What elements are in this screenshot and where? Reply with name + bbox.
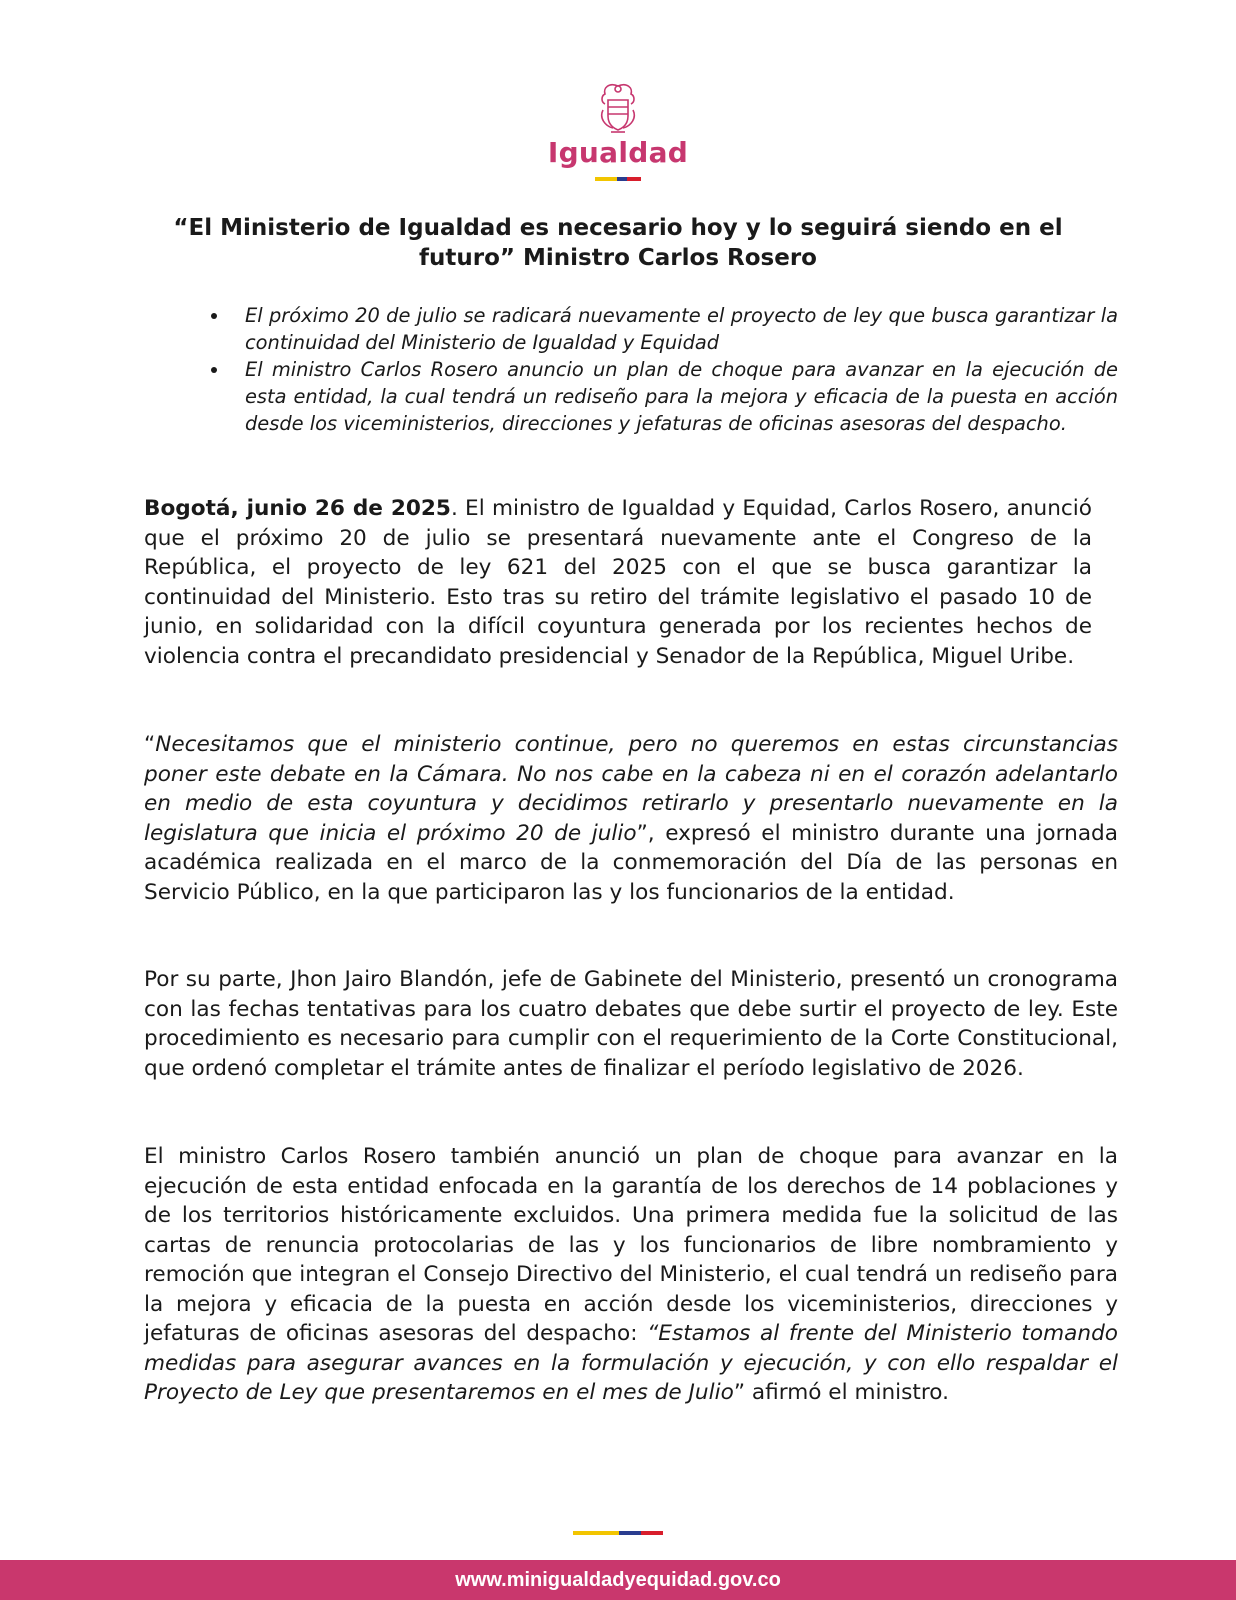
dateline: Bogotá, junio 26 de 2025: [144, 496, 451, 521]
header-logo: [0, 80, 1236, 181]
colombia-coat-of-arms-icon: [595, 80, 641, 134]
minister-quote: Necesitamos que el ministerio continue, pero no queremos en estas circunstancias poner este debate en la Cámara. No nos cabe en la cabeza ni en el corazón adelantarlo en medio de esta coyuntura y decidimos retirarlo y presentarlo nuevamente en la legislatura que inicia el próximo 20 de julio: [144, 732, 1118, 846]
bullet-dot-icon: [211, 313, 217, 319]
bullet-dot-icon: [211, 367, 217, 373]
footer-website-link[interactable]: www.minigualdadyequidad.gov.co: [455, 1569, 781, 1591]
footer-band: [0, 1560, 1236, 1600]
title-line-1: “El Ministerio de Igualdad es necesario hoy y lo seguirá siendo en el: [173, 215, 1063, 241]
bullet-text: El ministro Carlos Rosero anuncio un plan de choque para avanzar en la ejecución de esta entidad, la cual tendrá un rediseño para la mejora y eficacia de la puesta en acción desde los viceministerios, direcciones y jefaturas de oficinas asesoras del despacho.: [245, 358, 1118, 435]
minister-quote: “Estamos al frente del Ministerio tomando medidas para asegurar avances en la formulación y ejecución, y con ello respaldar el Proyecto de Ley que presentaremos en el mes de Julio: [144, 1321, 1118, 1405]
open-quote: “: [144, 732, 156, 757]
bullet-item: [205, 302, 1118, 356]
summary-bullets: [205, 302, 1118, 437]
flag-stripe: [0, 177, 1236, 181]
paragraph-plan: [144, 1142, 1118, 1408]
paragraph-quote: [144, 730, 1118, 907]
paragraph-dateline: [144, 494, 1092, 671]
paragraph-schedule: [144, 965, 1118, 1083]
paragraph-text: . El ministro de Igualdad y Equidad, Carlos Rosero, anunció que el próximo 20 de julio se presentará nuevamente ante el Congreso de la República, el proyecto de ley 621 del 2025 con el que se busca garantizar la continuidad del Ministerio. Esto tras su retiro del trámite legislativo el pasado 10 de junio, en solidaridad con la difícil coyuntura generada por los recientes hechos de violencia contra el precandidato presidencial y Senador de la República, Miguel Uribe.: [144, 496, 1092, 669]
logo-wordmark: Igualdad: [547, 136, 689, 169]
title-line-2: futuro” Ministro Carlos Rosero: [419, 245, 817, 271]
paragraph-text: Por su parte, Jhon Jairo Blandón, jefe de Gabinete del Ministerio, presentó un cronograma con las fechas tentativas para los cuatro debates que debe surtir el proyecto de ley. Este procedimiento es necesario para cumplir con el requerimiento de la Corte Constitucional, que ordenó completar el trámite antes de finalizar el período legislativo de 2026.: [144, 967, 1118, 1081]
bullet-text: El próximo 20 de julio se radicará nuevamente el proyecto de ley que busca garantizar la continuidad del Ministerio de Igualdad y Equidad: [245, 304, 1118, 354]
paragraph-text: El ministro Carlos Rosero también anunció un plan de choque para avanzar en la ejecución de esta entidad enfocada en la garantía de los derechos de 14 poblaciones y de los territorios históricamente excluidos. Una primera medida fue la solicitud de las cartas de renuncia protocolarias de las y los funcionarios de libre nombramiento y remoción que integran el Consejo Directivo del Ministerio, el cual tendrá un rediseño para la mejora y eficacia de la puesta en acción desde los viceministerios, direcciones y jefaturas de oficinas asesoras del despacho:: [144, 1144, 1118, 1346]
page-title: [150, 213, 1086, 273]
quote-attribution: ” afirmó el ministro.: [733, 1380, 949, 1405]
bullet-item: [205, 356, 1118, 437]
paragraph-text: ”, expresó el ministro durante una jornada académica realizada en el marco de la conmemoración del Día de las personas en Servicio Público, en la que participaron las y los funcionarios de la entidad.: [144, 820, 1118, 905]
footer-flag-stripe: [0, 1531, 1236, 1535]
